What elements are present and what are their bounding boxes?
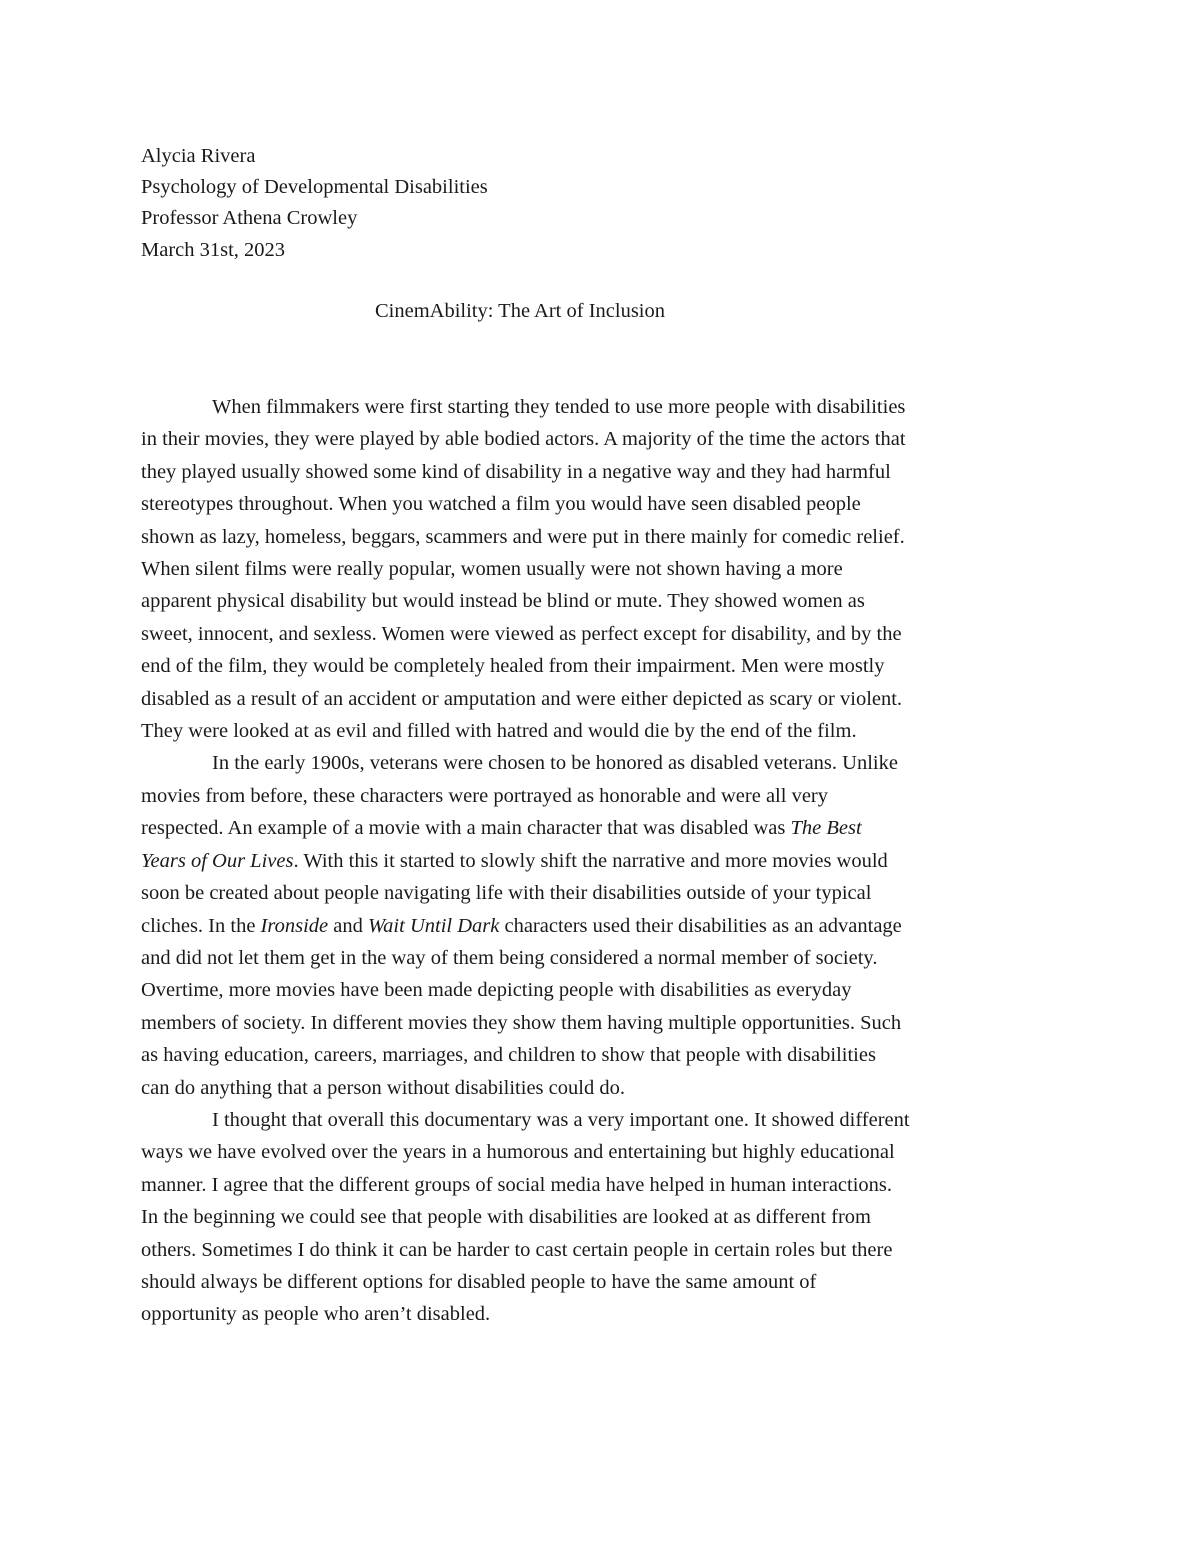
text-line — [141, 1136, 1071, 1168]
text-segment: They were looked at as evil and filled with hatred and would die by the end of the film. — [141, 720, 857, 743]
text-segment: sweet, innocent, and sexless. Women were viewed as perfect except for disability, and by the — [141, 622, 902, 645]
italic-title-text: Years of Our Lives — [141, 849, 294, 872]
text-line — [141, 845, 1071, 877]
text-segment: Overtime, more movies have been made depicting people with disabilities as everyday — [141, 979, 852, 1002]
text-line — [141, 1104, 1071, 1136]
paragraph — [141, 1104, 1071, 1331]
text-line — [141, 1201, 1071, 1233]
text-line — [141, 1169, 1071, 1201]
italic-title-text: Wait Until Dark — [367, 914, 500, 937]
paragraph — [141, 747, 1071, 1103]
text-line — [141, 423, 1071, 455]
paragraph — [141, 391, 1071, 747]
text-segment: characters used their disabilities as an advantage — [499, 914, 902, 937]
text-segment: can do anything that a person without disabilities could do. — [141, 1076, 625, 1099]
text-segment: When filmmakers were first starting they tended to use more people with disabilities — [212, 396, 906, 418]
text-line — [141, 456, 1071, 488]
text-segment: and — [328, 914, 368, 937]
text-line — [141, 1007, 1071, 1039]
text-segment: disabled as a result of an accident or amputation and were either depicted as scary or violent. — [141, 687, 903, 710]
text-segment: . With this it started to slowly shift the narrative and more movies would — [293, 849, 888, 872]
text-line — [141, 877, 1071, 909]
text-line — [141, 1298, 1071, 1330]
text-segment: end of the film, they would be completely healed from their impairment. Men were mostly — [141, 655, 885, 678]
text-segment: and did not let them get in the way of them being considered a normal member of society. — [141, 946, 878, 969]
text-segment: cliches. In the — [141, 914, 261, 937]
document-date: March 31st, 2023 — [141, 238, 286, 261]
text-segment: In the early 1900s, veterans were chosen to be honored as disabled veterans. Unlike — [212, 752, 898, 775]
text-line — [141, 488, 1071, 520]
text-segment: When silent films were really popular, women usually were not shown having a more — [141, 558, 843, 581]
text-line — [141, 391, 1071, 423]
text-segment: soon be created about people navigating life with their disabilities outside of your typical — [141, 882, 872, 905]
text-line — [141, 650, 1071, 682]
document-title: CinemAbility: The Art of Inclusion — [374, 300, 665, 322]
text-segment: they played usually showed some kind of disability in a negative way and they had harmful — [141, 460, 891, 483]
text-line — [141, 780, 1071, 812]
text-segment: opportunity as people who aren’t disabled. — [141, 1303, 491, 1326]
text-segment: members of society. In different movies they show them having multiple opportunities. Such — [141, 1011, 902, 1034]
text-segment: ways we have evolved over the years in a humorous and entertaining but highly educational — [141, 1141, 895, 1164]
text-segment: shown as lazy, homeless, beggars, scammers and were put in there mainly for comedic relief. — [141, 525, 905, 548]
text-segment: manner. I agree that the different groups of social media have helped in human interactions. — [141, 1173, 893, 1196]
course-name: Psychology of Developmental Disabilities — [141, 176, 488, 199]
text-line — [141, 521, 1071, 553]
text-segment: stereotypes throughout. When you watched a film you would have seen disabled people — [141, 493, 861, 516]
essay-body — [141, 391, 1071, 1331]
text-line — [141, 942, 1071, 974]
text-line — [141, 1072, 1071, 1104]
text-line — [141, 1039, 1071, 1071]
text-segment: as having education, careers, marriages, and children to show that people with disabilities — [141, 1044, 876, 1067]
professor-name: Professor Athena Crowley — [141, 207, 358, 230]
text-line — [141, 553, 1071, 585]
text-line — [141, 618, 1071, 650]
text-line — [141, 974, 1071, 1006]
text-line — [141, 812, 1071, 844]
text-line — [141, 683, 1071, 715]
author-name: Alycia Rivera — [141, 145, 256, 167]
heading-block — [141, 141, 488, 266]
text-segment: respected. An example of a movie with a main character that was disabled was — [141, 817, 791, 840]
italic-title-text: Ironside — [260, 914, 329, 937]
text-line — [141, 715, 1071, 747]
text-segment: in their movies, they were played by able bodied actors. A majority of the time the actors that — [141, 428, 906, 451]
text-segment: I thought that overall this documentary was a very important one. It showed different — [212, 1108, 910, 1131]
text-line — [141, 585, 1071, 617]
text-line — [141, 910, 1071, 942]
text-line — [141, 747, 1071, 779]
text-line — [141, 1234, 1071, 1266]
text-segment: In the beginning we could see that people with disabilities are looked at as different from — [141, 1206, 872, 1229]
text-segment: apparent physical disability but would instead be blind or mute. They showed women as — [141, 590, 865, 613]
text-line — [141, 1266, 1071, 1298]
text-segment: others. Sometimes I do think it can be harder to cast certain people in certain roles but there — [141, 1238, 893, 1261]
text-segment: movies from before, these characters were portrayed as honorable and were all very — [141, 784, 829, 807]
text-segment: should always be different options for disabled people to have the same amount of — [141, 1270, 817, 1293]
italic-title-text: The Best — [790, 817, 862, 840]
